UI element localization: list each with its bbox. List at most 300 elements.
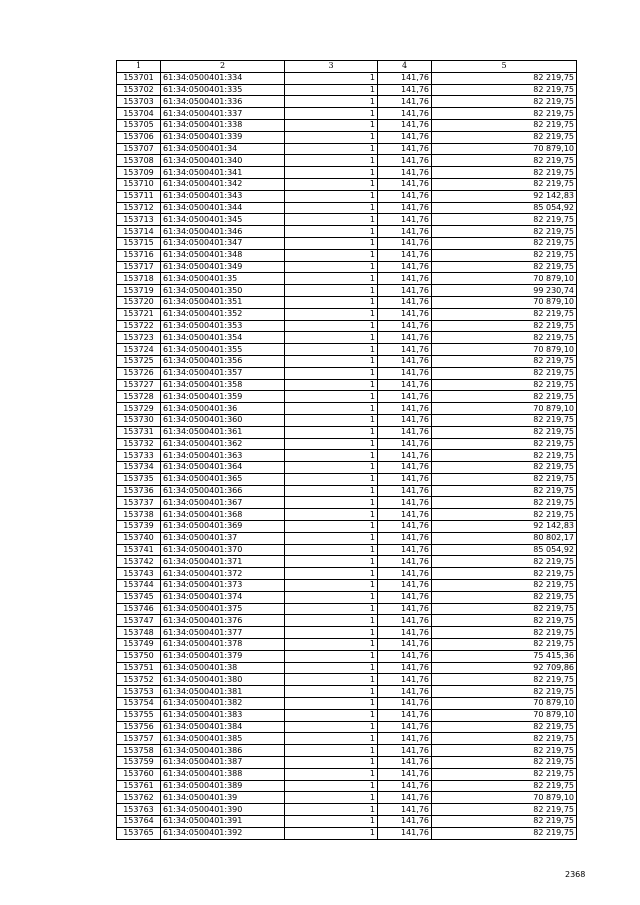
- table-cell: 1: [285, 178, 378, 190]
- table-cell: 141,76: [378, 580, 432, 592]
- table-row: [117, 261, 577, 273]
- table-cell: 153707: [117, 143, 161, 155]
- table-cell: 153735: [117, 473, 161, 485]
- table-cell: 1: [285, 273, 378, 285]
- table-cell: 82 219,75: [432, 167, 577, 179]
- table-cell: 153762: [117, 792, 161, 804]
- table-cell: 153720: [117, 296, 161, 308]
- table-row: [117, 485, 577, 497]
- table-cell: 99 230,74: [432, 285, 577, 297]
- table-cell: 61:34:0500401:369: [161, 521, 285, 533]
- table-cell: 141,76: [378, 237, 432, 249]
- table-cell: 141,76: [378, 497, 432, 509]
- table-cell: 61:34:0500401:366: [161, 485, 285, 497]
- table-cell: 153741: [117, 544, 161, 556]
- table-cell: 141,76: [378, 367, 432, 379]
- table-cell: 1: [285, 556, 378, 568]
- table-cell: 141,76: [378, 745, 432, 757]
- table-cell: 153733: [117, 450, 161, 462]
- table-cell: 153752: [117, 674, 161, 686]
- table-row: [117, 627, 577, 639]
- table-cell: 82 219,75: [432, 580, 577, 592]
- table-cell: 141,76: [378, 662, 432, 674]
- table-row: [117, 568, 577, 580]
- table-cell: 153765: [117, 827, 161, 839]
- table-cell: 141,76: [378, 261, 432, 273]
- table-cell: 141,76: [378, 521, 432, 533]
- table-cell: 141,76: [378, 214, 432, 226]
- table-cell: 1: [285, 285, 378, 297]
- table-cell: 82 219,75: [432, 178, 577, 190]
- table-row: [117, 650, 577, 662]
- table-cell: 1: [285, 237, 378, 249]
- table-cell: 82 219,75: [432, 379, 577, 391]
- table-cell: 153721: [117, 308, 161, 320]
- table-cell: 82 219,75: [432, 438, 577, 450]
- table-cell: 153718: [117, 273, 161, 285]
- table-cell: 1: [285, 249, 378, 261]
- table-cell: 61:34:0500401:34: [161, 143, 285, 155]
- table-row: [117, 273, 577, 285]
- table-cell: 1: [285, 827, 378, 839]
- table-cell: 61:34:0500401:350: [161, 285, 285, 297]
- table-row: [117, 686, 577, 698]
- table-cell: 1: [285, 650, 378, 662]
- table-cell: 153706: [117, 131, 161, 143]
- table-cell: 61:34:0500401:360: [161, 414, 285, 426]
- table-cell: 61:34:0500401:344: [161, 202, 285, 214]
- table-cell: 61:34:0500401:351: [161, 296, 285, 308]
- table-row: [117, 698, 577, 710]
- table-cell: 61:34:0500401:336: [161, 96, 285, 108]
- table-cell: 1: [285, 450, 378, 462]
- table-cell: 1: [285, 473, 378, 485]
- table-cell: 61:34:0500401:381: [161, 686, 285, 698]
- table-cell: 141,76: [378, 155, 432, 167]
- table-cell: 1: [285, 190, 378, 202]
- table-cell: 1: [285, 580, 378, 592]
- table-cell: 153740: [117, 532, 161, 544]
- table-cell: 61:34:0500401:364: [161, 462, 285, 474]
- table-cell: 141,76: [378, 249, 432, 261]
- table-cell: 1: [285, 344, 378, 356]
- table-cell: 1: [285, 757, 378, 769]
- table-cell: 82 219,75: [432, 72, 577, 84]
- table-cell: 61:34:0500401:341: [161, 167, 285, 179]
- table-cell: 153746: [117, 603, 161, 615]
- page-number: 2368: [565, 870, 586, 879]
- table-cell: 61:34:0500401:359: [161, 391, 285, 403]
- table-row: [117, 745, 577, 757]
- table-cell: 61:34:0500401:376: [161, 615, 285, 627]
- table-cell: 141,76: [378, 355, 432, 367]
- table-cell: 61:34:0500401:371: [161, 556, 285, 568]
- table-row: [117, 733, 577, 745]
- table-cell: 1: [285, 816, 378, 828]
- table-cell: 61:34:0500401:387: [161, 757, 285, 769]
- table-row: [117, 792, 577, 804]
- table-cell: 153731: [117, 426, 161, 438]
- table-cell: 1: [285, 214, 378, 226]
- table-cell: 61:34:0500401:383: [161, 709, 285, 721]
- table-cell: 70 879,10: [432, 296, 577, 308]
- table-cell: 61:34:0500401:374: [161, 591, 285, 603]
- table-cell: 82 219,75: [432, 639, 577, 651]
- table-cell: 141,76: [378, 827, 432, 839]
- table-cell: 61:34:0500401:349: [161, 261, 285, 273]
- table-cell: 141,76: [378, 757, 432, 769]
- table-cell: 61:34:0500401:343: [161, 190, 285, 202]
- table-cell: 153704: [117, 108, 161, 120]
- table-row: [117, 143, 577, 155]
- table-cell: 141,76: [378, 426, 432, 438]
- table-row: [117, 214, 577, 226]
- table-row: [117, 603, 577, 615]
- table-row: [117, 379, 577, 391]
- table-cell: 82 219,75: [432, 308, 577, 320]
- table-cell: 1: [285, 296, 378, 308]
- table-cell: 141,76: [378, 462, 432, 474]
- table-cell: 141,76: [378, 816, 432, 828]
- table-cell: 61:34:0500401:347: [161, 237, 285, 249]
- table-cell: 153758: [117, 745, 161, 757]
- table-cell: 141,76: [378, 391, 432, 403]
- table-cell: 141,76: [378, 403, 432, 415]
- table-cell: 1: [285, 261, 378, 273]
- table-cell: 1: [285, 745, 378, 757]
- table-cell: 61:34:0500401:38: [161, 662, 285, 674]
- table-cell: 82 219,75: [432, 757, 577, 769]
- table-cell: 61:34:0500401:386: [161, 745, 285, 757]
- table-cell: 141,76: [378, 615, 432, 627]
- table-cell: 141,76: [378, 167, 432, 179]
- table-cell: 61:34:0500401:335: [161, 84, 285, 96]
- table-cell: 61:34:0500401:346: [161, 226, 285, 238]
- table-row: [117, 509, 577, 521]
- column-header-3: 3: [285, 61, 378, 73]
- table-cell: 141,76: [378, 544, 432, 556]
- table-cell: 61:34:0500401:355: [161, 344, 285, 356]
- table-cell: 61:34:0500401:389: [161, 780, 285, 792]
- table-cell: 70 879,10: [432, 344, 577, 356]
- table-cell: 153715: [117, 237, 161, 249]
- table-cell: 153739: [117, 521, 161, 533]
- table-cell: 153738: [117, 509, 161, 521]
- table-cell: 1: [285, 662, 378, 674]
- table-cell: 1: [285, 96, 378, 108]
- table-cell: 82 219,75: [432, 568, 577, 580]
- table-cell: 1: [285, 438, 378, 450]
- table-cell: 82 219,75: [432, 674, 577, 686]
- table-cell: 1: [285, 462, 378, 474]
- table-cell: 70 879,10: [432, 709, 577, 721]
- table-cell: 153754: [117, 698, 161, 710]
- table-cell: 61:34:0500401:361: [161, 426, 285, 438]
- table-cell: 1: [285, 72, 378, 84]
- table-cell: 82 219,75: [432, 226, 577, 238]
- table-cell: 141,76: [378, 591, 432, 603]
- table-row: [117, 544, 577, 556]
- table-row: [117, 155, 577, 167]
- table-cell: 1: [285, 686, 378, 698]
- table-cell: 82 219,75: [432, 462, 577, 474]
- column-header-4: 4: [378, 61, 432, 73]
- table-cell: 141,76: [378, 226, 432, 238]
- table-cell: 85 054,92: [432, 202, 577, 214]
- table-cell: 70 879,10: [432, 792, 577, 804]
- table-row: [117, 662, 577, 674]
- table-cell: 153748: [117, 627, 161, 639]
- table-cell: 61:34:0500401:356: [161, 355, 285, 367]
- table-cell: 153750: [117, 650, 161, 662]
- table-cell: 153744: [117, 580, 161, 592]
- table-cell: 153743: [117, 568, 161, 580]
- table-cell: 1: [285, 698, 378, 710]
- table-cell: 1: [285, 426, 378, 438]
- column-header-1: 1: [117, 61, 161, 73]
- table-cell: 61:34:0500401:39: [161, 792, 285, 804]
- table-row: [117, 827, 577, 839]
- table-cell: 61:34:0500401:37: [161, 532, 285, 544]
- table-cell: 61:34:0500401:379: [161, 650, 285, 662]
- table-row: [117, 580, 577, 592]
- table-row: [117, 403, 577, 415]
- table-cell: 82 219,75: [432, 155, 577, 167]
- table-cell: 141,76: [378, 450, 432, 462]
- table-cell: 1: [285, 768, 378, 780]
- table-cell: 153702: [117, 84, 161, 96]
- table-cell: 61:34:0500401:377: [161, 627, 285, 639]
- table-cell: 141,76: [378, 698, 432, 710]
- table-cell: 1: [285, 485, 378, 497]
- table-cell: 153749: [117, 639, 161, 651]
- table-cell: 153761: [117, 780, 161, 792]
- table-cell: 141,76: [378, 733, 432, 745]
- table-cell: 61:34:0500401:375: [161, 603, 285, 615]
- table-cell: 82 219,75: [432, 509, 577, 521]
- table-cell: 153745: [117, 591, 161, 603]
- table-cell: 82 219,75: [432, 320, 577, 332]
- table-cell: 141,76: [378, 532, 432, 544]
- table-row: [117, 285, 577, 297]
- table-cell: 61:34:0500401:365: [161, 473, 285, 485]
- table-cell: 1: [285, 108, 378, 120]
- table-cell: 82 219,75: [432, 96, 577, 108]
- table-cell: 153764: [117, 816, 161, 828]
- table-cell: 141,76: [378, 202, 432, 214]
- table-row: [117, 72, 577, 84]
- table-cell: 82 219,75: [432, 827, 577, 839]
- table-cell: 1: [285, 308, 378, 320]
- table-cell: 1: [285, 603, 378, 615]
- table-cell: 1: [285, 780, 378, 792]
- data-table: [116, 60, 577, 840]
- table-cell: 141,76: [378, 320, 432, 332]
- table-cell: 1: [285, 721, 378, 733]
- column-header-5: 5: [432, 61, 577, 73]
- table-cell: 1: [285, 733, 378, 745]
- table-cell: 61:34:0500401:380: [161, 674, 285, 686]
- table-cell: 1: [285, 131, 378, 143]
- table-cell: 1: [285, 143, 378, 155]
- table-cell: 1: [285, 521, 378, 533]
- table-cell: 1: [285, 379, 378, 391]
- table-row: [117, 237, 577, 249]
- table-cell: 82 219,75: [432, 603, 577, 615]
- table-cell: 1: [285, 591, 378, 603]
- table-cell: 82 219,75: [432, 367, 577, 379]
- table-cell: 141,76: [378, 792, 432, 804]
- table-cell: 141,76: [378, 780, 432, 792]
- table-cell: 61:34:0500401:385: [161, 733, 285, 745]
- table-cell: 153755: [117, 709, 161, 721]
- table-cell: 153736: [117, 485, 161, 497]
- table-cell: 141,76: [378, 178, 432, 190]
- table-cell: 92 142,83: [432, 190, 577, 202]
- table-cell: 141,76: [378, 473, 432, 485]
- table-cell: 82 219,75: [432, 473, 577, 485]
- table-cell: 1: [285, 332, 378, 344]
- table-cell: 82 219,75: [432, 768, 577, 780]
- table-cell: 61:34:0500401:334: [161, 72, 285, 84]
- table-cell: 153763: [117, 804, 161, 816]
- table-cell: 153728: [117, 391, 161, 403]
- table-cell: 1: [285, 792, 378, 804]
- table-row: [117, 532, 577, 544]
- table-cell: 141,76: [378, 485, 432, 497]
- table-cell: 153729: [117, 403, 161, 415]
- table-cell: 1: [285, 804, 378, 816]
- table-row: [117, 391, 577, 403]
- table-cell: 82 219,75: [432, 237, 577, 249]
- table-cell: 141,76: [378, 285, 432, 297]
- table-row: [117, 190, 577, 202]
- table-cell: 141,76: [378, 143, 432, 155]
- table-cell: 85 054,92: [432, 544, 577, 556]
- table-cell: 1: [285, 674, 378, 686]
- table-cell: 61:34:0500401:363: [161, 450, 285, 462]
- table-cell: 82 219,75: [432, 627, 577, 639]
- table-cell: 61:34:0500401:36: [161, 403, 285, 415]
- column-header-2: 2: [161, 61, 285, 73]
- table-cell: 82 219,75: [432, 131, 577, 143]
- table-row: [117, 757, 577, 769]
- table-cell: 1: [285, 509, 378, 521]
- table-cell: 61:34:0500401:35: [161, 273, 285, 285]
- table-cell: 141,76: [378, 344, 432, 356]
- table-cell: 82 219,75: [432, 84, 577, 96]
- table-row: [117, 473, 577, 485]
- table-cell: 153723: [117, 332, 161, 344]
- table-row: [117, 167, 577, 179]
- table-cell: 153732: [117, 438, 161, 450]
- table-cell: 70 879,10: [432, 698, 577, 710]
- table-cell: 153742: [117, 556, 161, 568]
- table-cell: 1: [285, 568, 378, 580]
- table-cell: 61:34:0500401:339: [161, 131, 285, 143]
- table-row: [117, 119, 577, 131]
- table-cell: 82 219,75: [432, 686, 577, 698]
- table-cell: 153719: [117, 285, 161, 297]
- table-cell: 141,76: [378, 72, 432, 84]
- table-row: [117, 226, 577, 238]
- table-cell: 70 879,10: [432, 273, 577, 285]
- table-cell: 92 709,86: [432, 662, 577, 674]
- table-cell: 82 219,75: [432, 426, 577, 438]
- table-cell: 153714: [117, 226, 161, 238]
- table-row: [117, 780, 577, 792]
- table-cell: 82 219,75: [432, 249, 577, 261]
- table-cell: 82 219,75: [432, 556, 577, 568]
- table-cell: 153717: [117, 261, 161, 273]
- table-cell: 61:34:0500401:378: [161, 639, 285, 651]
- table-cell: 153760: [117, 768, 161, 780]
- table-cell: 153751: [117, 662, 161, 674]
- table-row: [117, 721, 577, 733]
- table-cell: 82 219,75: [432, 804, 577, 816]
- table-row: [117, 816, 577, 828]
- table-cell: 141,76: [378, 438, 432, 450]
- table-cell: 141,76: [378, 414, 432, 426]
- table-cell: 1: [285, 119, 378, 131]
- table-cell: 82 219,75: [432, 733, 577, 745]
- table-row: [117, 249, 577, 261]
- table-row: [117, 96, 577, 108]
- table-row: [117, 591, 577, 603]
- table-row: [117, 497, 577, 509]
- table-cell: 141,76: [378, 768, 432, 780]
- table-cell: 61:34:0500401:373: [161, 580, 285, 592]
- table-row: [117, 462, 577, 474]
- table-cell: 153727: [117, 379, 161, 391]
- table-cell: 82 219,75: [432, 497, 577, 509]
- table-cell: 61:34:0500401:345: [161, 214, 285, 226]
- table-row: [117, 556, 577, 568]
- table-cell: 82 219,75: [432, 261, 577, 273]
- table-cell: 153709: [117, 167, 161, 179]
- table-row: [117, 367, 577, 379]
- table-cell: 141,76: [378, 119, 432, 131]
- table-cell: 153703: [117, 96, 161, 108]
- header-row: [117, 61, 577, 73]
- table-cell: 80 802,17: [432, 532, 577, 544]
- table-cell: 153701: [117, 72, 161, 84]
- table-cell: 61:34:0500401:382: [161, 698, 285, 710]
- table-cell: 141,76: [378, 296, 432, 308]
- table-cell: 82 219,75: [432, 615, 577, 627]
- table-cell: 153711: [117, 190, 161, 202]
- table-cell: 61:34:0500401:340: [161, 155, 285, 167]
- table-cell: 61:34:0500401:384: [161, 721, 285, 733]
- table-cell: 1: [285, 627, 378, 639]
- table-cell: 153708: [117, 155, 161, 167]
- table-cell: 153713: [117, 214, 161, 226]
- table-cell: 153756: [117, 721, 161, 733]
- table-cell: 61:34:0500401:370: [161, 544, 285, 556]
- table-cell: 1: [285, 403, 378, 415]
- table-cell: 153753: [117, 686, 161, 698]
- table-row: [117, 108, 577, 120]
- table-cell: 1: [285, 709, 378, 721]
- table-body: [117, 72, 577, 839]
- table-cell: 141,76: [378, 674, 432, 686]
- table-cell: 61:34:0500401:362: [161, 438, 285, 450]
- table-row: [117, 84, 577, 96]
- table-cell: 1: [285, 615, 378, 627]
- table-cell: 61:34:0500401:392: [161, 827, 285, 839]
- table-row: [117, 178, 577, 190]
- table-row: [117, 426, 577, 438]
